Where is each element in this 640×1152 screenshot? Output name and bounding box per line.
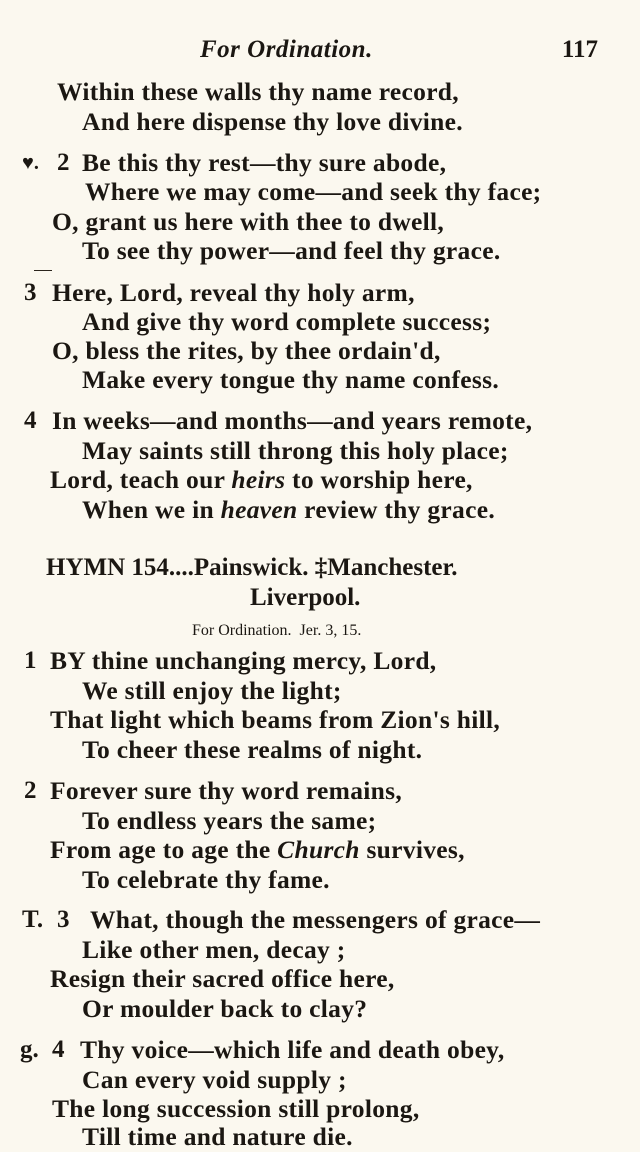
- hymn-title: HYMN 154....Painswick. ‡Manchester.: [46, 554, 458, 581]
- verse-line: To celebrate thy fame.: [82, 865, 330, 894]
- verse-number: 2: [57, 149, 70, 176]
- verse-line: Be this thy rest—thy sure abode,: [82, 148, 447, 177]
- verse-line: Forever sure thy word remains,: [50, 776, 403, 805]
- verse-number: 4: [52, 1036, 65, 1063]
- running-title: For Ordination.: [200, 36, 373, 63]
- verse-line: We still enjoy the light;: [82, 676, 342, 705]
- page-number: 117: [561, 36, 598, 63]
- verse-mark: g.: [20, 1036, 39, 1063]
- verse-line: When we in heaven review thy grace.: [82, 495, 496, 524]
- verse-line: What, though the messengers of grace—: [90, 905, 541, 934]
- verse-line: And give thy word complete success;: [82, 307, 492, 336]
- italic-word: heaven: [220, 495, 298, 524]
- verse-line: In weeks—and months—and years remote,: [52, 406, 533, 435]
- verse-line: Within these walls thy name record,: [57, 77, 459, 106]
- hymn-scripture: Jer. 3, 15.: [299, 622, 362, 639]
- verse-number: 3: [57, 906, 70, 933]
- verse-mark: ♥.: [22, 152, 39, 174]
- verse-line: Make every tongue thy name confess.: [82, 365, 500, 394]
- italic-word: heirs: [231, 465, 286, 494]
- verse-line: To see thy power—and feel thy grace.: [82, 236, 501, 265]
- verse-number: 2: [24, 777, 37, 804]
- verse-line: Here, Lord, reveal thy holy arm,: [52, 278, 415, 307]
- verse-line: Or moulder back to clay?: [82, 994, 368, 1023]
- verse-line: O, grant us here with thee to dwell,: [52, 207, 445, 236]
- hymn-title-line2: Liverpool.: [250, 584, 361, 611]
- verse-line: BY thine unchanging mercy, Lord,: [50, 646, 437, 675]
- verse-number: 3: [24, 279, 37, 306]
- verse-line: Can every void supply ;: [82, 1065, 347, 1094]
- verse-number: 1: [24, 647, 37, 674]
- verse-number: 4: [24, 407, 37, 434]
- verse-line: To endless years the same;: [82, 806, 377, 835]
- verse-line: Lord, teach our heirs to worship here,: [50, 465, 473, 494]
- verse-line: The long succession still prolong,: [52, 1094, 420, 1123]
- margin-dash: [34, 270, 52, 271]
- verse-line: O, bless the rites, by thee ordain'd,: [52, 336, 441, 365]
- verse-line: That light which beams from Zion's hill,: [50, 705, 501, 734]
- hymn-subtitle: [192, 621, 361, 641]
- verse-line: Till time and nature die.: [82, 1122, 353, 1151]
- verse-line: Where we may come—and seek thy face;: [85, 177, 542, 206]
- italic-word: Church: [277, 835, 360, 864]
- verse-line: May saints still throng this holy place;: [82, 436, 509, 465]
- verse-line: Like other men, decay ;: [82, 935, 346, 964]
- verse-mark: T.: [22, 906, 44, 933]
- verse-line: Thy voice—which life and death obey,: [80, 1035, 505, 1064]
- verse-line: And here dispense thy love divine.: [82, 107, 463, 136]
- verse-line: To cheer these realms of night.: [82, 735, 423, 764]
- verse-line: From age to age the Church survives,: [50, 835, 465, 864]
- hymn-occasion: For Ordination.: [192, 622, 292, 639]
- verse-line: Resign their sacred office here,: [50, 964, 395, 993]
- page-header: [0, 36, 640, 70]
